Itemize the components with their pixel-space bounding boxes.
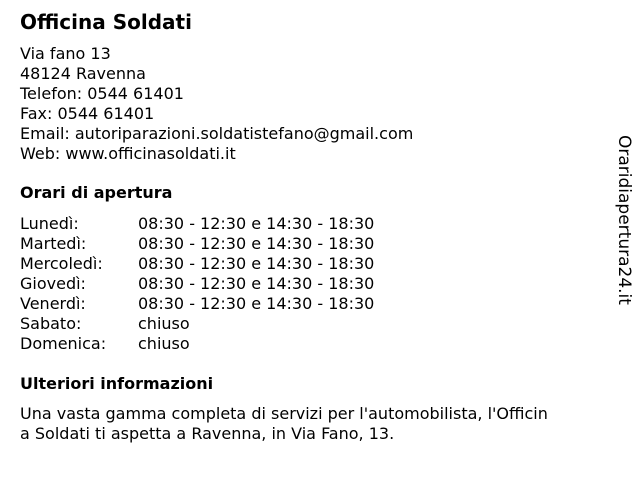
hours-value: 08:30 - 12:30 e 14:30 - 18:30 — [138, 294, 375, 313]
day-label: Domenica: — [20, 334, 107, 353]
address-street: Via fano 13 — [20, 44, 111, 63]
hours-row-sunday — [20, 334, 440, 354]
hours-row-friday — [20, 294, 440, 314]
day-label: Mercoledì: — [20, 254, 103, 273]
hours-value: 08:30 - 12:30 e 14:30 - 18:30 — [138, 254, 375, 273]
hours-row-saturday — [20, 314, 440, 334]
hours-value: 08:30 - 12:30 e 14:30 - 18:30 — [138, 214, 375, 233]
day-label: Lunedì: — [20, 214, 79, 233]
day-label: Martedì: — [20, 234, 87, 253]
fax-number: Fax: 0544 61401 — [20, 104, 155, 123]
opening-hours-heading: Orari di apertura — [20, 183, 173, 202]
hours-value: 08:30 - 12:30 e 14:30 - 18:30 — [138, 234, 375, 253]
hours-value: 08:30 - 12:30 e 14:30 - 18:30 — [138, 274, 375, 293]
hours-row-thursday — [20, 274, 440, 294]
business-name: Officina Soldati — [20, 10, 192, 34]
hours-value: chiuso — [138, 334, 190, 353]
watermark-text: Oraridiapertura24.it — [614, 135, 634, 305]
website: Web: www.officinasoldati.it — [20, 144, 236, 163]
address-city: 48124 Ravenna — [20, 64, 146, 83]
further-info-heading: Ulteriori informazioni — [20, 374, 214, 393]
watermark — [612, 135, 636, 311]
phone-number: Telefon: 0544 61401 — [20, 84, 184, 103]
hours-row-tuesday — [20, 234, 440, 254]
hours-row-wednesday — [20, 254, 440, 274]
email-address: Email: autoriparazioni.soldatistefano@gmail.com — [20, 124, 414, 143]
hours-value: chiuso — [138, 314, 190, 333]
contact-block — [20, 44, 413, 164]
hours-row-monday — [20, 214, 440, 234]
day-label: Giovedì: — [20, 274, 86, 293]
opening-hours-table — [20, 214, 440, 354]
day-label: Venerdì: — [20, 294, 86, 313]
further-info-text: Una vasta gamma completa di servizi per l'automobilista, l'Officina Soldati ti aspetta a Ravenna, in Via Fano, 13. — [20, 404, 548, 443]
day-label: Sabato: — [20, 314, 82, 333]
